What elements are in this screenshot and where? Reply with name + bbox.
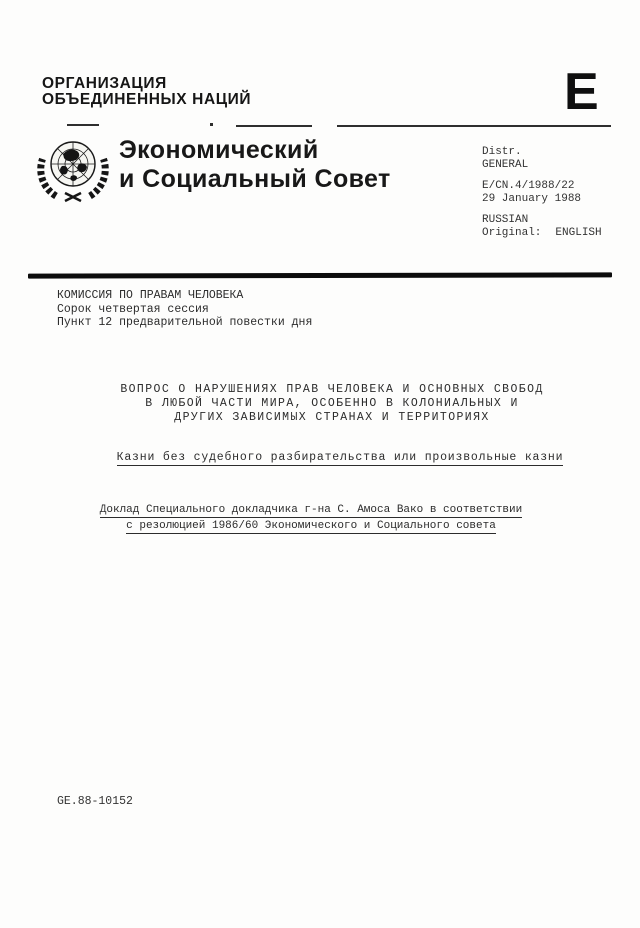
report-title-line2-row — [0, 518, 622, 534]
footer-reference: GE.88-10152 — [57, 795, 133, 808]
council-title-line1: Экономический — [119, 136, 319, 164]
document-date: 29 January 1988 — [482, 193, 582, 205]
report-title-line1-row — [0, 502, 622, 518]
document-symbol: E/CN.4/1988/22 — [482, 180, 575, 192]
report-title-line2: с резолюцией 1986/60 Экономического и Социального совета — [126, 520, 496, 532]
report-title — [0, 502, 622, 534]
original-label: Original: — [482, 227, 542, 239]
document-subtitle — [40, 451, 640, 464]
header-rule-dot — [210, 123, 213, 126]
separator-rule — [28, 272, 612, 278]
header-rule-left — [67, 124, 99, 126]
session-number: Сорок четвертая сессия — [57, 302, 209, 316]
distr-label: Distr. — [482, 146, 522, 158]
un-emblem-icon — [35, 130, 111, 211]
distribution-block — [482, 146, 602, 248]
original-value: ENGLISH — [555, 227, 602, 239]
document-subtitle-text: Казни без судебного разбирательства или произвольные казни — [116, 451, 564, 464]
un-org-name-line2: ОБЪЕДИНЕННЫХ НАЦИЙ — [42, 91, 252, 108]
header-rule-right — [337, 125, 611, 127]
agenda-title-line2: В ЛЮБОЙ ЧАСТИ МИРА, ОСОБЕННО В КОЛОНИАЛЬНЫХ И — [145, 396, 519, 410]
agenda-title-line1: ВОПРОС О НАРУШЕНИЯХ ПРАВ ЧЕЛОВЕКА И ОСНОВНЫХ СВОБОД — [120, 383, 544, 396]
original-language-row — [482, 227, 602, 240]
agenda-title-line3: ДРУГИХ ЗАВИСИМЫХ СТРАНАХ И ТЕРРИТОРИЯХ — [174, 410, 490, 424]
un-org-name-line1: ОРГАНИЗАЦИЯ — [42, 75, 167, 92]
session-block — [57, 289, 312, 330]
agenda-title — [24, 383, 640, 424]
document-language: RUSSIAN — [482, 214, 529, 226]
distr-type: GENERAL — [482, 159, 529, 171]
un-emblem-svg — [35, 130, 111, 206]
report-title-line1: Доклад Специального докладчика г-на С. Амоса Вако в соответствии — [99, 504, 523, 516]
council-title-line2: и Социальный Совет — [119, 165, 391, 193]
agenda-item: Пункт 12 предварительной повестки дня — [57, 316, 313, 329]
document-series-letter: E — [564, 63, 599, 121]
header-rule-mid — [236, 125, 312, 127]
council-title — [119, 136, 391, 194]
commission-name: КОМИССИЯ ПО ПРАВАМ ЧЕЛОВЕКА — [57, 289, 244, 302]
un-org-name — [42, 76, 251, 108]
